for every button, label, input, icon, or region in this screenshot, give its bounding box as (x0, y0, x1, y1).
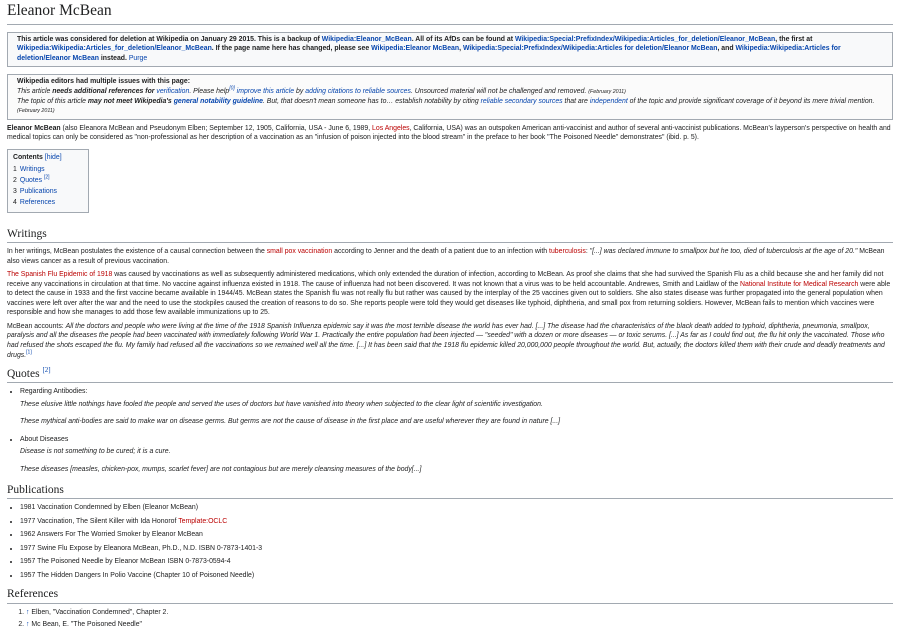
issue-references: This article needs additional references for verification. Please help[0] improve this article by adding citations to reliable sources. Unsourced material will not be challenged and removed. (February 2011) (17, 85, 626, 95)
lead-paragraph: Eleanor McBean (also Eleanora McBean and Pseudonym Elben; September 12, 1905, California, USA - June 6, 1989, Los Angeles, California, USA) was an outspoken American anti-vaccinist and author of several anti-vaccinist publications. McBean's layperson's perspective on health and medical topics can only be considered as "non-professional as her description of a vaccination as an "infusion of poison injected into the blood stream" in the preface to her book "The Poisoned Needle" demonstrates" (ibid. p. 5). (7, 124, 891, 142)
toc-item-writings[interactable]: 1 Writings (13, 166, 45, 174)
list-item: • Regarding Antibodies: These elusive little nothings have fooled the people and served the uses of doctors but have vanished into theory when subjected to the clear light of scientific investigation. These mythical anti-bodies are said to make war on disease germs. But germs are not the cause of disease in the first place and are useful wherever they are found in nature [...] (20, 387, 893, 427)
quote: Disease is not something to be cured; it is a cure. (20, 448, 171, 456)
notability-guideline-link[interactable]: general notability guideline (173, 97, 263, 105)
list-item: • 1957 The Hidden Dangers In Polio Vaccine (Chapter 10 of Poisoned Needle) (20, 571, 893, 581)
adding-citations-link[interactable]: adding citations to reliable sources (305, 87, 411, 95)
issue-notability: The topic of this article may not meet Wikipedia's general notability guideline. But, that doesn't mean someone has to… establish notability by citing reliable secondary sources that are independent of the topic and provide significant coverage of it beyond its mere trivial mention. (February 2011) (17, 97, 875, 115)
section-heading-quotes: Quotes [2] (7, 366, 893, 383)
toc-title: Contents (13, 153, 43, 161)
los-angeles-link[interactable]: Los Angeles (372, 124, 410, 132)
list-item: • 1962 Answers For The Worried Smoker by Eleanor McBean (20, 530, 893, 540)
spanish-flu-link[interactable]: The Spanish Flu Epidemic of 1918 (7, 271, 113, 279)
section-heading-publications: Publications (7, 482, 893, 499)
section-heading-references: References (7, 586, 893, 603)
backlink-arrow-icon[interactable]: ↑ (26, 608, 30, 616)
tuberculosis-link[interactable]: tuberculosis (549, 248, 586, 256)
toc-hide-toggle[interactable]: [hide] (44, 153, 62, 161)
list-item: 2. ↑ Mc Bean, E. "The Poisoned Needle" (26, 620, 893, 630)
list-item: • 1977 Vaccination, The Silent Killer with Ida Honorof Template:OCLC (20, 517, 893, 527)
toc-item-references[interactable]: 4 References (13, 199, 56, 207)
template-oclc-link[interactable]: Template:OCLC (178, 517, 228, 525)
link-wikipedia-page[interactable]: Wikipedia:Eleanor_McBean (321, 35, 412, 43)
reliable-sources-link[interactable]: reliable secondary sources (480, 97, 563, 105)
references-list (7, 608, 893, 630)
small-pox-vaccination-link[interactable]: small pox vaccination (266, 248, 333, 256)
help-footnote-link[interactable]: [0] (229, 85, 235, 92)
link-afd-prefix-index[interactable]: Wikipedia:Special:PrefixIndex/Wikipedia:Articles_for_deletion/Eleanor_McBean (514, 35, 776, 43)
quote: These diseases [measles, chicken-pox, mumps, scarlet fever] are not contagious but are merely cleansing measures of the body[...] (20, 465, 422, 473)
issue-date: (February 2011) (17, 108, 55, 115)
issue-date: (February 2011) (588, 88, 626, 95)
list-item: 1. ↑ Elben, "Vaccination Condemned", Chapter 2. (26, 608, 893, 618)
footnote-1-link[interactable]: [1] (26, 349, 32, 356)
list-item: • 1957 The Poisoned Needle by Eleanor McBean ISBN 0-7873-0594-4 (20, 557, 893, 567)
section-heading-writings: Writings (7, 226, 893, 243)
quotes-list (7, 387, 893, 474)
issues-header: Wikipedia editors had multiple issues with this page: (17, 78, 190, 86)
writings-paragraph-3: McBean accounts: All the doctors and people who were living at the time of the 1918 Spanish Influenza epidemic say it was the most terrible disease the world has ever had. [...] The disease had the characteristics of the black death added to typhoid, diphtheria, pneumonia, smallpox, paralysis and all the diseases the people had been vaccinated with immediately following World War 1. Practically the entire population had been injected — "seeded" with a dozen or more diseases — or toxic serums. [...] As far as I could find out, the flu hit only the vaccinated. Those who had refused the shots escaped the flu. My family had refused all the vaccinations so we remained well all the time. [...] It has been said that the 1918 flu epidemic killed 20,000,000 people throughout the world. But, actually, the doctors killed them with their crude and deadly treatments and drugs.[1] (7, 322, 885, 359)
page-title: Eleanor McBean (7, 0, 893, 25)
multiple-issues-box (7, 74, 893, 119)
nimr-link[interactable]: National Institute for Medical Research (740, 280, 859, 288)
writings-paragraph-2: The Spanish Flu Epidemic of 1918 was caused by vaccinations as well as subsequently administered medications, which only extended the duration of infection, according to McBean. As proof she claims that she had survived the Spanish Flu as a child because she and her family did not receive any vaccinations in circulation at that time. No vaccine against influenza existed in 1918. The cause of influenza had not been discovered. It was not known that a virus was to be held accountable. Andrewes, Smith and Laidlaw of the National Institute for Medical Research were able to detect the cause in 1933 and the first vaccine became available in 1944/45. McBean states the Spanish flu was not really flu but rather was caused by the interplay of the 25 vaccines given out to soldiers. She also states disease was further propagated into the general population when vaccines were left over after the war and the need to use the stockpiles caused the creation of reasons to do so. She reports people were told they would get diseases like typhoid, diphtheria, and small pox from returning soldiers. However, McBean fails to mention which vaccines were responsible and how she manages to add those few available immunizations up to 25. (7, 271, 891, 317)
list-item: • 1981 Vaccination Condemned by Elben (Eleanor McBean) (20, 503, 893, 513)
toc-item-quotes[interactable]: 2 Quotes [2] (13, 174, 50, 185)
writings-paragraph-1: In her writings, McBean postulates the existence of a causal connection between the small pox vaccination according to Jenner and the death of a patient due to an infection with tuberculosis: "[...] was declared immune to smallpox but he too, died of tuberculosis at the age of 20." McBean also views cancer as a result of previous vaccination. (7, 248, 885, 265)
publications-list (7, 503, 893, 580)
quote: These elusive little nothings have fooled the people and served the uses of doctors but have vanished into theory when subjected to the clear light of scientific investigation. (20, 400, 543, 408)
quote: These mythical anti-bodies are said to make war on disease germs. But germs are not the cause of disease in the first place and are useful wherever they are found in nature [...] (20, 418, 561, 426)
list-item: • About Diseases Disease is not something to be cured; it is a cure. These diseases [measles, chicken-pox, mumps, scarlet fever] are not contagious but are merely cleansing measures of the body[...] (20, 435, 893, 475)
quotes-footnote-link[interactable]: [2] (42, 366, 51, 375)
link-afd-prefix-index-alt[interactable]: Wikipedia:Special:PrefixIndex/Wikipedia:Articles for deletion/Eleanor McBean (462, 45, 718, 53)
purge-link[interactable]: Purge (128, 54, 148, 62)
link-first-afd[interactable]: Wikipedia:Wikipedia:Articles_for_deletion/Eleanor_McBean (17, 45, 212, 53)
deletion-notice-box (7, 32, 893, 68)
table-of-contents (7, 149, 89, 214)
list-item: • 1977 Swine Flu Expose by Eleanora McBean, Ph.D., N.D. ISBN 0-7873-1401-3 (20, 544, 893, 554)
backlink-arrow-icon[interactable]: ↑ (26, 621, 30, 629)
verification-link[interactable]: verification (156, 87, 190, 95)
toc-item-publications[interactable]: 3 Publications (13, 188, 57, 196)
link-wikipedia-page-alt[interactable]: Wikipedia:Eleanor McBean (371, 45, 460, 53)
improve-article-link[interactable]: improve this article (236, 87, 295, 95)
independent-link[interactable]: independent (589, 97, 628, 105)
link-afd-alt[interactable]: Wikipedia:Wikipedia:Articles for deletion/Eleanor McBean (17, 45, 841, 62)
deletion-notice-text: This article was considered for deletion at Wikipedia on January 29 2015. This is a backup of Wikipedia:Eleanor_McBean. All of its AfDs can be found at Wikipedia:Special:PrefixIndex/Wikipedia:Articles_for_deletion/Eleanor_McBean, the first at Wikipedia:Wikipedia:Articles_for_deletion/Eleanor_McBean. If the page name here has changed, please see Wikipedia:Eleanor McBean, Wikipedia:Special:PrefixIndex/Wikipedia:Articles for deletion/Eleanor McBean, and Wikipedia:Wikipedia:Articles for deletion/Eleanor McBean instead. (17, 35, 841, 62)
